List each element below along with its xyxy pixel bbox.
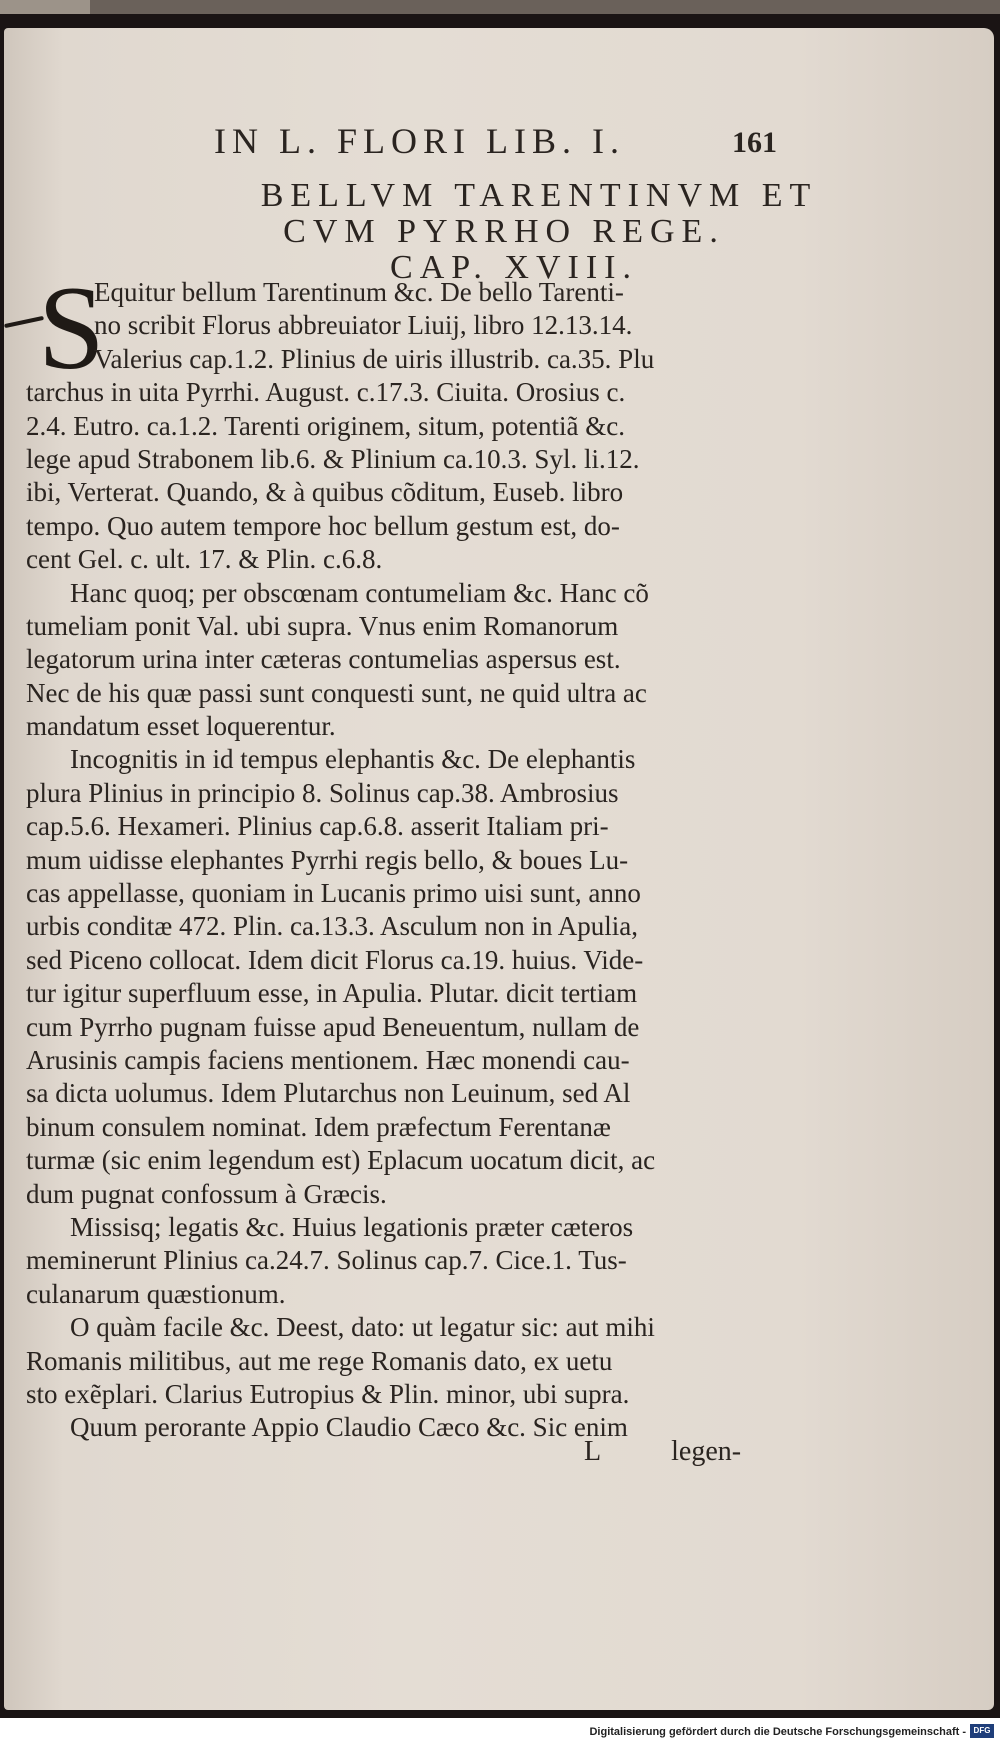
text-line: tarchus in uita Pyrrhi. August. c.17.3. Ciuita. Orosius c. bbox=[26, 377, 626, 408]
top-edge bbox=[0, 0, 1000, 14]
page-number: 161 bbox=[732, 126, 777, 159]
dfg-logo[interactable]: DFG bbox=[970, 1724, 994, 1738]
running-head: IN L. FLORI LIB. I. bbox=[214, 121, 625, 161]
text-line: legatorum urina inter cæteras contumelias aspersus est. bbox=[26, 644, 621, 675]
text-line: meminerunt Plinius ca.24.7. Solinus cap.7. Cice.1. Tus- bbox=[26, 1245, 627, 1276]
paragraph-4 bbox=[26, 1211, 796, 1311]
drop-cap: S bbox=[38, 261, 105, 394]
text-line: lege apud Strabonem lib.6. & Plinium ca.10.3. Syl. li.12. bbox=[26, 443, 640, 474]
text-line: plura Plinius in principio 8. Solinus cap.38. Ambrosius bbox=[26, 777, 619, 808]
signature-mark: L bbox=[584, 1436, 602, 1467]
text-line: cap.5.6. Hexameri. Plinius cap.6.8. asserit Italiam pri- bbox=[26, 811, 609, 842]
text-line: Incognitis in id tempus elephantis &c. De elephantis bbox=[70, 744, 636, 775]
paragraph-5 bbox=[26, 1311, 796, 1411]
text-line: mum uidisse elephantes Pyrrhi regis bello, & boues Lu- bbox=[26, 844, 629, 875]
text-line: culanarum quæstionum. bbox=[26, 1278, 286, 1309]
text-line: ibi, Verterat. Quando, & à quibus cõditum, Euseb. libro bbox=[26, 477, 624, 508]
title-line-1: BELLVM TARENTINVM ET bbox=[260, 177, 818, 214]
page-edge-tab bbox=[0, 0, 90, 14]
text-line: cent Gel. c. ult. 17. & Plin. c.6.8. bbox=[26, 544, 383, 575]
text-line: sto exẽplari. Clarius Eutropius & Plin. minor, ubi supra. bbox=[26, 1378, 630, 1409]
text-line: mandatum esset loquerentur. bbox=[26, 711, 336, 742]
catchword-line bbox=[584, 1436, 741, 1468]
text-line: no scribit Florus abbreuiator Liuij, libro 12.13.14. bbox=[94, 310, 633, 341]
paragraph-3 bbox=[26, 743, 796, 1210]
chapter-title bbox=[4, 178, 1000, 286]
title-line-2: CVM PYRRHO REGE. bbox=[283, 213, 725, 250]
text-line: 2.4. Eutro. ca.1.2. Tarenti originem, situm, potentiã &c. bbox=[26, 410, 625, 441]
catchword: legen- bbox=[671, 1436, 742, 1467]
text-line: Nec de his quæ passi sunt conquesti sunt, ne quid ultra ac bbox=[26, 677, 647, 708]
chapter-number: CAP. XVIII. bbox=[390, 249, 638, 286]
text-line: Arusinis campis faciens mentionem. Hæc monendi cau- bbox=[26, 1044, 630, 1075]
text-line: sed Piceno collocat. Idem dicit Florus ca.19. huius. Vide- bbox=[26, 944, 644, 975]
text-line: O quàm facile &c. Deest, dato: ut legatur sic: aut mihi bbox=[70, 1312, 655, 1343]
funding-credit: Digitalisierung gefördert durch die Deutsche Forschungsgemeinschaft - bbox=[589, 1726, 966, 1738]
text-line: Romanis militibus, aut me rege Romanis dato, ex uetu bbox=[26, 1345, 613, 1376]
text-line: turmæ (sic enim legendum est) Eplacum uocatum dicit, ac bbox=[26, 1145, 656, 1176]
page-header bbox=[4, 120, 1000, 166]
text-line: sa dicta uolumus. Idem Plutarchus non Leuinum, sed Al bbox=[26, 1078, 631, 1109]
footer-bar bbox=[0, 1718, 1000, 1748]
paragraph-2 bbox=[26, 577, 796, 744]
text-line: Quum perorante Appio Claudio Cæco &c. Sic enim bbox=[70, 1412, 628, 1443]
text-line: Valerius cap.1.2. Plinius de uiris illustrib. ca.35. Plu bbox=[94, 343, 655, 374]
text-line: Hanc quoq; per obscœnam contumeliam &c. Hanc cõ bbox=[70, 577, 649, 608]
paragraph-1-cont bbox=[26, 376, 796, 576]
text-line: dum pugnat confossum à Græcis. bbox=[26, 1178, 387, 1209]
text-line: urbis conditæ 472. Plin. ca.13.3. Asculum non in Apulia, bbox=[26, 911, 638, 942]
text-line: cas appellasse, quoniam in Lucanis primo uisi sunt, anno bbox=[26, 878, 641, 909]
text-line: Missisq; legatis &c. Huius legationis præter cæteros bbox=[70, 1211, 634, 1242]
text-line: Equitur bellum Tarentinum &c. De bello Tarenti- bbox=[94, 277, 624, 307]
text-line: tumeliam ponit Val. ubi supra. Vnus enim Romanorum bbox=[26, 610, 619, 641]
text-line: binum consulem nominat. Idem præfectum Ferentanæ bbox=[26, 1111, 611, 1142]
text-line: cum Pyrrho pugnam fuisse apud Beneuentum, nullam de bbox=[26, 1011, 640, 1042]
text-line: tempo. Quo autem tempore hoc bellum gestum est, do- bbox=[26, 510, 620, 541]
book-page bbox=[4, 28, 994, 1710]
text-line: tur igitur superfluum esse, in Apulia. Plutar. dicit tertiam bbox=[26, 978, 638, 1009]
